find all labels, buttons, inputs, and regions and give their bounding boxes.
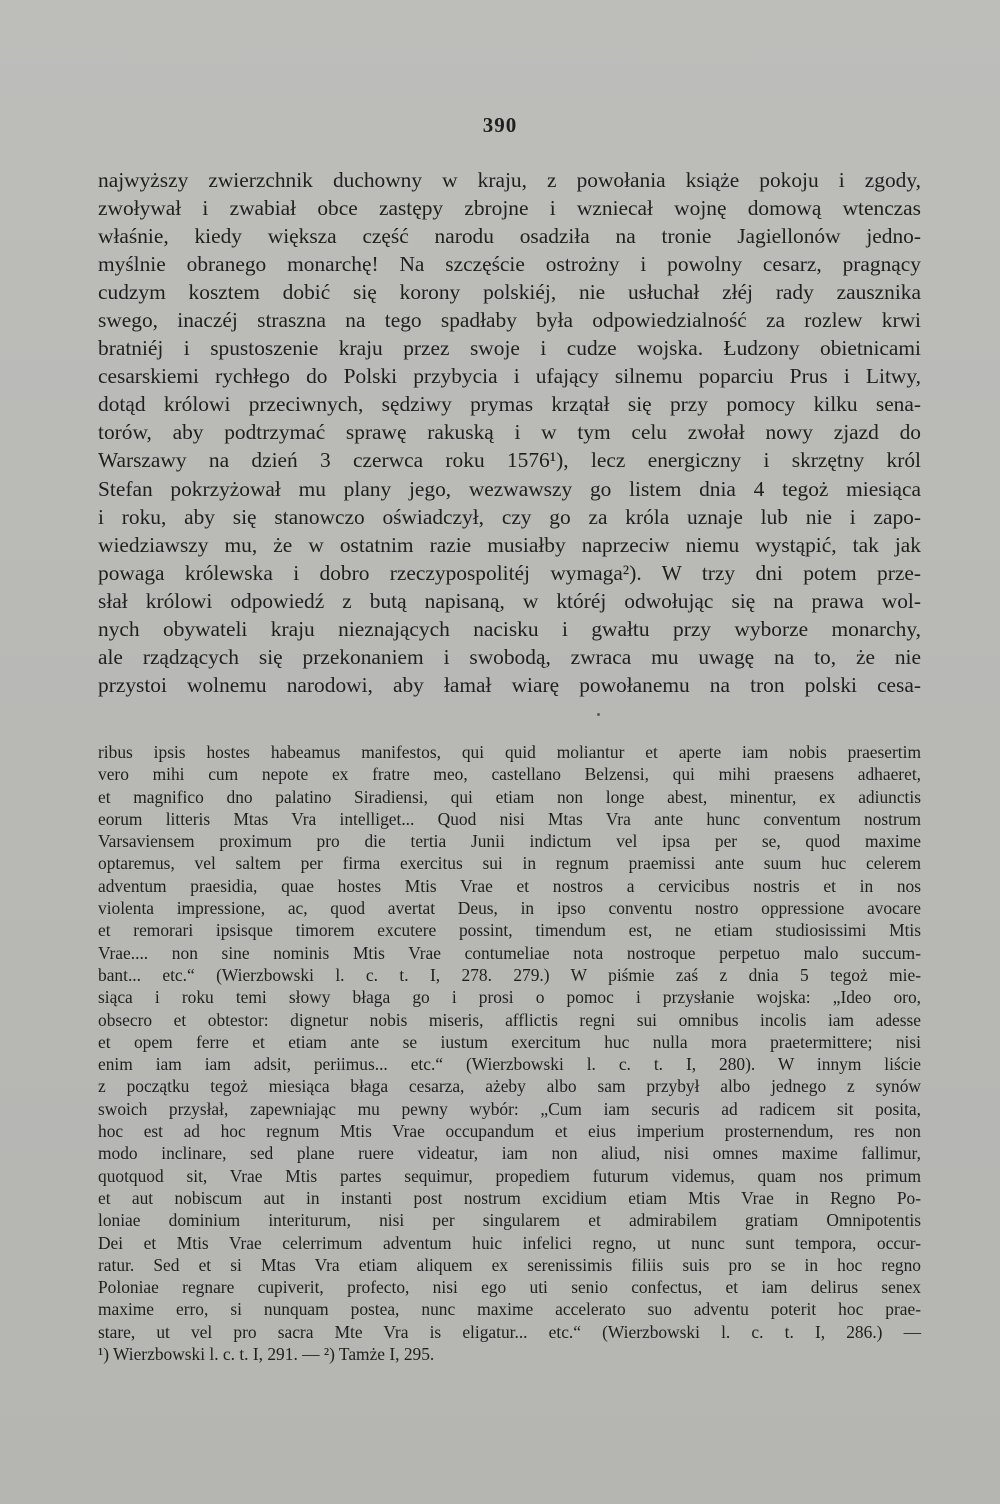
- footnote-line: et opem ferre et etiam ante se iustum exercitum huc nulla mora praetermittere; nisi: [98, 1031, 921, 1052]
- footnote-line: ratur. Sed et si Mtas Vra etiam aliquem ex serenissimis filiis suis pro se in hoc regno: [98, 1254, 921, 1275]
- text-line: swego, inaczéj straszna na tego spadłaby była odpowiedzialność za rozlew krwi: [98, 308, 921, 333]
- footnote-line: vero mihi cum nepote ex fratre meo, castellano Belzensi, qui mihi praesens adhaeret,: [98, 764, 921, 785]
- text-line: Stefan pokrzyżował mu plany jego, wezwawszy go listem dnia 4 tegoż miesiąca: [98, 476, 921, 501]
- text-line: wiedziawszy mu, że w ostatnim razie musiałby naprzeciw niemu wystąpić, tak jak: [98, 532, 921, 557]
- footnote-line: Poloniae regnare cupiverit, profecto, nisi ego uti senio confectus, et iam delirus senex: [98, 1277, 921, 1298]
- footnote-line: optaremus, vel saltem per firma exercitus sui in regnum praemissi ante suum huc celerem: [98, 853, 921, 874]
- footnote-line: maxime erro, si nunquam postea, nunc maxime accelerato suo adventu poterit hoc prae-: [98, 1299, 921, 1320]
- footnote-line: swoich przysłał, zapewniając mu pewny wybór: „Cum iam securis ad radicem sit posita,: [98, 1098, 921, 1119]
- text-line: słał królowi odpowiedź z butą napisaną, w któréj odwołując się na prawa wol-: [98, 588, 921, 613]
- separator-dot: [597, 713, 600, 716]
- footnote-line: enim iam iam adsit, periimus... etc.“ (Wierzbowski l. c. t. I, 280). W innym liście: [98, 1054, 921, 1075]
- main-text: [98, 166, 921, 699]
- footnote-line: adventum praesidia, quae hostes Mtis Vrae et nostros a cervicibus nostris et in nos: [98, 875, 921, 896]
- text-line: właśnie, kiedy większa część narodu osadziła na tronie Jagiellonów jedno-: [98, 224, 921, 249]
- footnote-line: et remorari ipsisque timorem excutere possint, timendum est, ne etiam studiosissimi Mtis: [98, 920, 921, 941]
- text-line: Warszawy na dzień 3 czerwca roku 1576¹), lecz energiczny i skrzętny król: [98, 448, 921, 473]
- footnote-line: Dei et Mtis Vrae celerrimum adventum huic infelici regno, ut nunc sunt tempora, occur-: [98, 1232, 921, 1253]
- footnote-line: stare, ut vel pro sacra Mte Vra is eligatur... etc.“ (Wierzbowski l. c. t. I, 286.) —: [98, 1321, 921, 1342]
- text-line: zwoływał i zwabiał obce zastępy zbrojne i wzniecał wojnę domową wtenczas: [98, 196, 921, 221]
- footnote-line: obsecro et obtestor: dignetur nobis miseris, afflictis regni sui omnibus incolis iam adesse: [98, 1009, 921, 1030]
- text-line: dotąd królowi przeciwnych, sędziwy prymas krzątał się przy pomocy kilku sena-: [98, 392, 921, 417]
- footnote-line: modo inclinare, sed plane ruere videatur, iam non aliud, nisi omnes maxime fallimur,: [98, 1143, 921, 1164]
- text-line: najwyższy zwierzchnik duchowny w kraju, z powołania książe pokoju i zgody,: [98, 168, 921, 192]
- footnote-line: loniae dominium interiturum, nisi per singularem et admirabilem gratiam Omnipotentis: [98, 1210, 921, 1231]
- footnote-text: [98, 741, 921, 1365]
- text-line: cesarskiemi rychłego do Polski przybycia i ufający silnemu poparciu Prus i Litwy,: [98, 364, 921, 389]
- text-line: i roku, aby się stanowczo oświadczył, czy go za króla uznaje lub nie i zapo-: [98, 504, 921, 529]
- text-line: ale rządzących się przekonaniem i swobodą, zwraca mu uwagę na to, że nie: [98, 644, 921, 669]
- footnote-line: eorum litteris Mtas Vra intelliget... Quod nisi Mtas Vra ante hunc conventum nostrum: [98, 808, 921, 829]
- footnote-line: et aut nobiscum aut in instanti post nostrum excidium etiam Mtis Vrae in Regno Po-: [98, 1187, 921, 1208]
- text-line: cudzym kosztem dobić się korony polskiéj, nie usłuchał złéj rady zausznika: [98, 280, 921, 305]
- footnote-line: violenta impressione, ac, quod avertat Deus, in ipso conventu nostro oppressione avocare: [98, 898, 921, 919]
- footnote-line: ribus ipsis hostes habeamus manifestos, qui quid moliantur et aperte iam nobis praesertim: [98, 742, 921, 762]
- footnote-line: et magnifico dno palatino Siradiensi, qui etiam non longe abest, minentur, ex adiunctis: [98, 786, 921, 807]
- footnote-line: hoc est ad hoc regnum Mtis Vrae occupandum et eius imperium prosternendum, res non: [98, 1121, 921, 1142]
- text-line: myślnie obranego monarchę! Na szczęście ostrożny i powolny cesarz, pragnący: [98, 252, 921, 277]
- text-line: powaga królewska i dobro rzeczypospolitéj wymaga²). W trzy dni potem prze-: [98, 560, 921, 585]
- text-line: przystoi wolnemu narodowi, aby łamał wiarę powołanemu na tron polski cesa-: [98, 672, 921, 697]
- footnote-line: Varsaviensem proximum pro die tertia Junii indictum vel ipsa per se, quod maxime: [98, 831, 921, 852]
- text-line: nych obywateli kraju nieznających nacisku i gwałtu przy wyborze monarchy,: [98, 616, 921, 641]
- footnote-line: Vrae.... non sine nominis Mtis Vrae contumeliae nota nostroque perpetuo malo succum-: [98, 942, 921, 963]
- text-line: bratniéj i spustoszenie kraju przez swoje i cudze wojska. Łudzony obietnicami: [98, 336, 921, 361]
- text-line: torów, aby podtrzymać sprawę rakuską i w tym celu zwołał nowy zjazd do: [98, 420, 921, 445]
- page-number: 390: [482, 113, 518, 137]
- footnote-line: quotquod sit, Vrae Mtis partes sequimur, propediem futurum videmus, quam nos primum: [98, 1165, 921, 1186]
- footnote-line: bant... etc.“ (Wierzbowski l. c. t. I, 278. 279.) W piśmie zaś z dnia 5 tegoż mie-: [98, 964, 921, 985]
- footnote-reference-line: ¹) Wierzbowski l. c. t. I, 291. — ²) Tamże I, 295.: [98, 1344, 435, 1365]
- footnote-line: siąca i roku temi słowy błaga go i prosi o pomoc i przysłanie wojska: „Ideo oro,: [98, 987, 921, 1008]
- footnote-line: z początku tegoż miesiąca błaga cesarza, ażeby albo sam przybył albo jednego z synów: [98, 1076, 921, 1097]
